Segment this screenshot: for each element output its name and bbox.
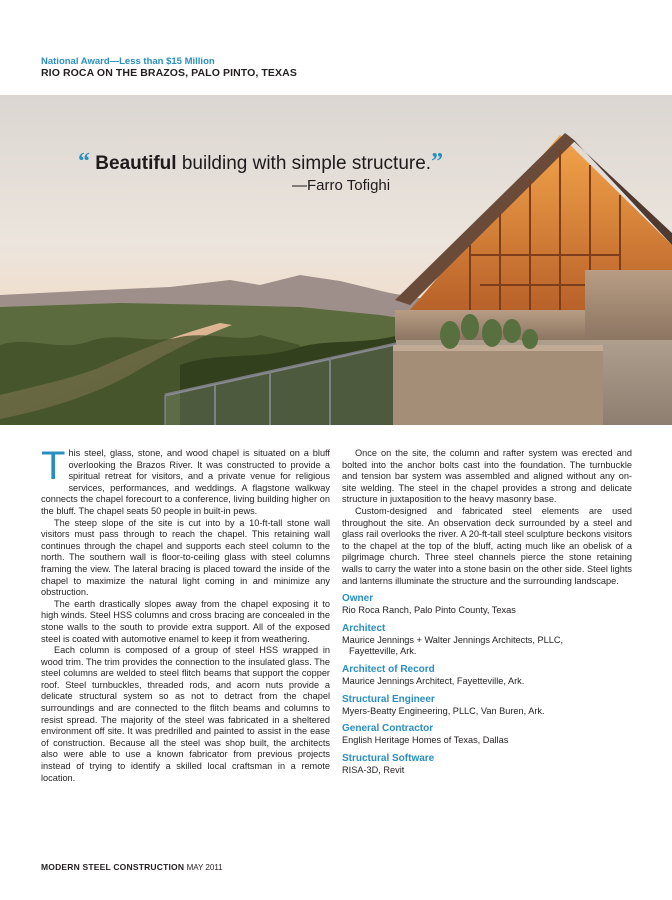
- credit-architect-of-record-line: Maurice Jennings Architect, Fayetteville, Ark.: [342, 675, 525, 686]
- body-column-right: [342, 448, 632, 776]
- chapel-landscape-illustration: [0, 95, 672, 425]
- credit-structural-software: [342, 765, 632, 777]
- credit-architect-line-2: Fayetteville, Ark.: [349, 646, 417, 657]
- body-paragraph-6: Custom-designed and fabricated steel elements are used throughout the site. An observation deck surrounded by a steel and glass rail overlooks the river. A 20-ft-tall steel sculpture beckons visitors to the chapel at the top of the bluff, acting much like an obelisk of a pilgrimage church. Three steel channels pierce the stone retaining walls to carry the water into a stone basin on the other side. Steel lights and lanterns illuminate the structure and the surrounding landscape.: [342, 505, 632, 586]
- issue-date: MAY 2011: [186, 863, 223, 872]
- project-title: RIO ROCA ON THE BRAZOS, PALO PINTO, TEXAS: [41, 67, 297, 79]
- credit-heading-general-contractor: General Contractor: [342, 723, 434, 735]
- body-paragraph-4: Each column is composed of a group of steel HSS wrapped in wood trim. The trim provides the connection to the insulated glass. The steel columns are welded to steel flitch beams that support the copper roof. Steel turnbuckles, threaded rods, and acorn nuts provide a delicate structural system so as not to detract from the chapel surroundings and are connected to the flitch beams and columns to resist spread. The majority of the steel was fabricated in a sheltered environment off site. It was predrilled and painted to assist in the ease of construction. Because all the steel was shop built, the architects also were able to use a known fabricator from previous projects instead of trying to identify a skilled local craftsman in a remote location.: [41, 645, 330, 783]
- body-paragraph-3: The earth drastically slopes away from the chapel exposing it to high winds. Steel HSS columns and cross bracing are concealed in the stone walls to the south to provide extra support. All of the exposed steel is coated with automotive enamel to keep it from weathering.: [41, 598, 330, 644]
- credit-general-contractor: [342, 735, 632, 747]
- credit-architect: [342, 635, 632, 658]
- credit-structural-engineer-line: Myers-Beatty Engineering, PLLC, Van Buren, Ark.: [342, 705, 545, 716]
- credit-general-contractor-line: English Heritage Homes of Texas, Dallas: [342, 735, 509, 746]
- credit-heading-architect: Architect: [342, 622, 386, 634]
- credit-owner: [342, 605, 632, 617]
- quote-text: [78, 150, 498, 176]
- credit-architect-line-1: Maurice Jennings + Walter Jennings Architects, PLLC,: [342, 634, 564, 645]
- credit-structural-engineer: [342, 706, 632, 718]
- body-paragraph-1-text: his steel, glass, stone, and wood chapel is situated on a bluff overlooking the Brazos River. It was constructed to provide a spiritual retreat for visitors, and a private venue for religious services, performances, and weddings. A flagstone walkway connects the chapel forecourt to a conference, living building higher on the bluff. The chapel seats 50 people in built-in pews.: [41, 448, 330, 516]
- drop-cap: T: [41, 444, 66, 488]
- quote-close-mark: ”: [431, 149, 444, 175]
- project-credits: [342, 593, 632, 776]
- body-paragraph-2: The steep slope of the site is cut into by a 10-ft-tall stone wall visitors must pass through to reach the chapel. This retaining wall continues through the chapel and supports each steel column to the north. The southern wall is floor-to-ceiling glass with steel columns framing the view. The lateral bracing is placed toward the inside of the chapel to maximize the natural light coming in and minimize any obstruction.: [41, 517, 330, 598]
- award-category: National Award—Less than $15 Million: [41, 56, 215, 67]
- quote-strong-word: Beautiful: [95, 153, 177, 174]
- credit-heading-structural-engineer: Structural Engineer: [342, 693, 435, 705]
- pull-quote: [78, 150, 498, 196]
- credit-heading-owner: Owner: [342, 593, 374, 605]
- credit-heading-structural-software: Structural Software: [342, 752, 435, 764]
- credit-architect-of-record: [342, 676, 632, 688]
- body-paragraph-1: [41, 444, 330, 518]
- body-column-left: [41, 444, 330, 784]
- credit-owner-line: Rio Roca Ranch, Palo Pinto County, Texas: [342, 605, 516, 616]
- body-paragraph-5: Once on the site, the column and rafter system was erected and bolted into the anchor bolts cast into the foundation. The turnbuckle and tension bar system was assembled and aligned without any on-site welding. The steel in the chapel provides a strong and delicate structure in juxtaposition to the heavy masonry base.: [342, 448, 632, 505]
- credit-heading-architect-of-record: Architect of Record: [342, 663, 435, 675]
- credit-structural-software-line: RISA-3D, Revit: [342, 764, 405, 775]
- quote-attribution: —Farro Tofighi: [292, 177, 391, 194]
- quote-open-mark: “: [78, 149, 90, 175]
- page-footer: [41, 862, 223, 872]
- chapel-photo: [0, 95, 672, 425]
- publication-name: MODERN STEEL CONSTRUCTION: [41, 862, 185, 872]
- article-header: [41, 56, 641, 80]
- quote-rest: building with simple structure.: [176, 153, 432, 174]
